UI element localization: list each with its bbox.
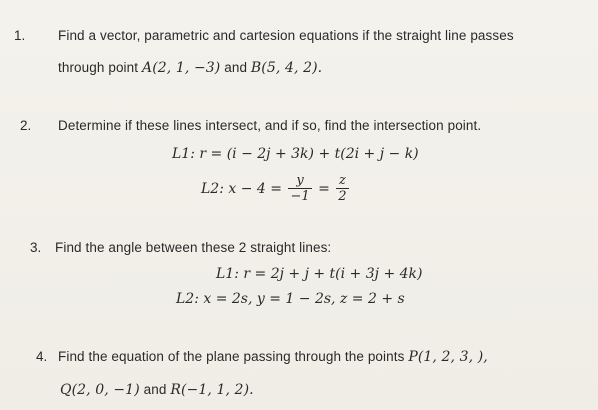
question-3-line-2-equation: L2: x = 2s, y = 1 − 2s, z = 2 + s	[176, 291, 405, 307]
question-4-text: Find the equation of the plane passing through the points	[58, 349, 405, 364]
point-a: A(2, 1, −3)	[141, 60, 221, 76]
fraction-numerator: z	[338, 173, 346, 188]
question-3-number: 3.	[30, 240, 42, 255]
question-1-line2	[58, 60, 322, 76]
question-3-text: Find the angle between these 2 straight lines:	[55, 240, 332, 255]
question-1-text: Find a vector, parametric and cartesion equations if the straight line passes	[58, 28, 514, 43]
fraction-denominator: −1	[290, 189, 310, 204]
fraction-denominator: 2	[338, 189, 347, 204]
point-b: B(5, 4, 2).	[250, 60, 323, 76]
fraction-numerator: y	[296, 173, 304, 188]
question-2-line-1-equation: L1: r = (i − 2j + 3k) + t(2i + j − k)	[172, 146, 419, 162]
question-2-text: Determine if these lines intersect, and if so, find the intersection point.	[58, 118, 482, 133]
eq2-equals: =	[318, 181, 330, 197]
question-2-number: 2.	[20, 118, 32, 133]
question-4-line2	[60, 382, 254, 398]
question-4-line1	[58, 349, 488, 365]
question-2-line-2-equation	[201, 174, 351, 204]
point-p: P(1, 2, 3, ),	[408, 349, 488, 365]
question-1-and: and	[224, 60, 248, 75]
question-1-number: 1.	[14, 28, 26, 43]
question-3-line-1-equation: L1: r = 2j + j + t(i + 3j + 4k)	[216, 266, 423, 282]
question-1-line2-prefix: through point	[58, 60, 139, 75]
point-r: R(−1, 1, 2).	[170, 382, 254, 398]
eq2-prefix: L2: x − 4 =	[201, 181, 282, 197]
fraction-z-over-2	[336, 174, 348, 204]
point-q: Q(2, 0, −1)	[60, 382, 140, 398]
question-4-number: 4.	[36, 349, 48, 364]
fraction-y-over-minus-1	[288, 174, 311, 204]
question-4-and: and	[143, 382, 167, 397]
